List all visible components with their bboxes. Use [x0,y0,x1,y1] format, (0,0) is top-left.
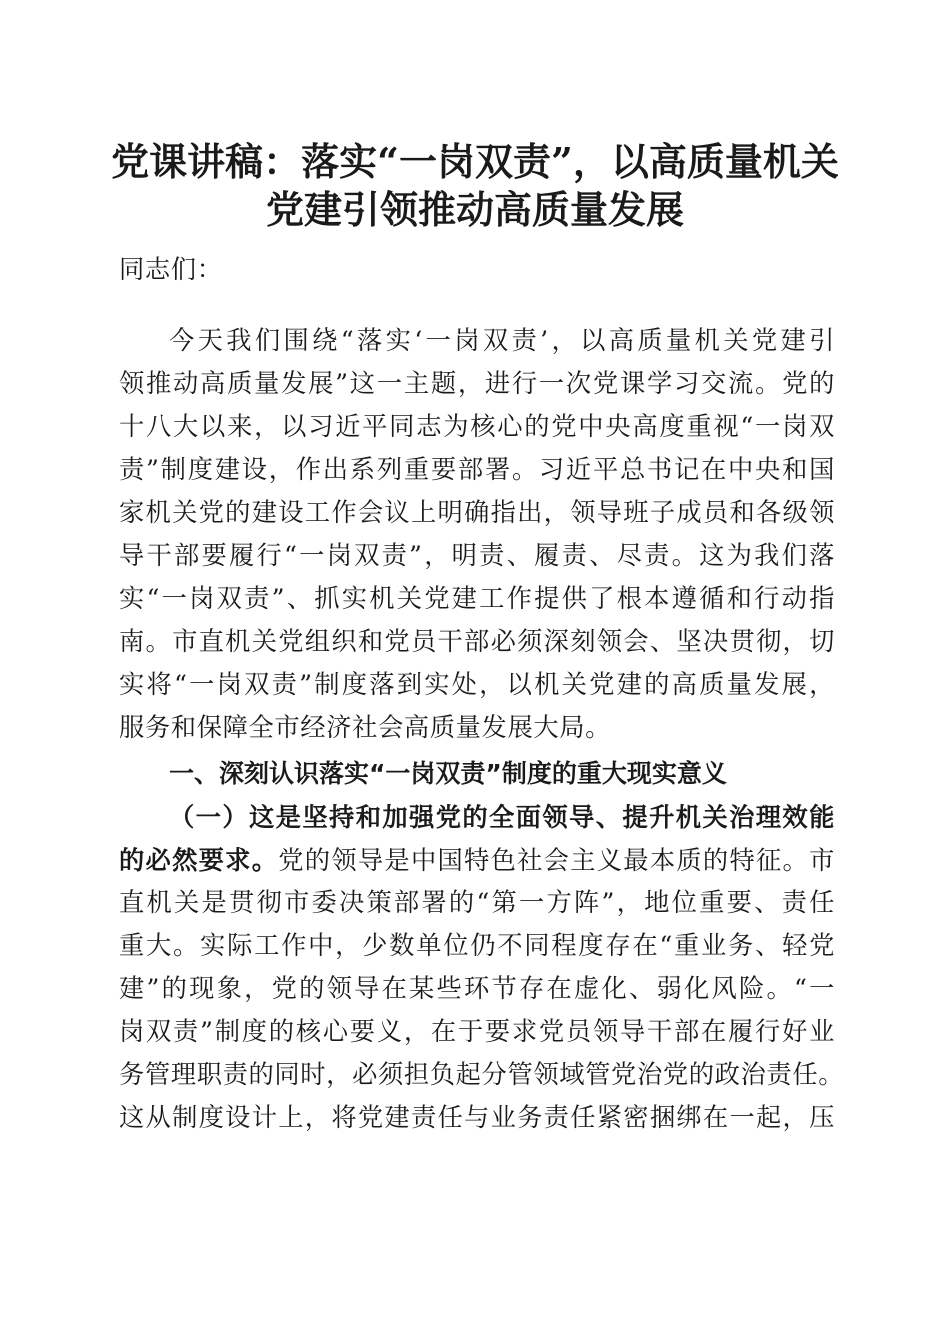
document-title-line-2: 党建引领推动高质量发展 [265,187,684,232]
subsection-1-line-6: 岗双责”制度的核心要义，在于要求党员领导干部在履行好业 [119,1017,835,1046]
intro-line-10: 服务和保障全市经济社会高质量发展大局。 [119,713,612,742]
section-1-heading: 一、深刻认识落实“一岗双责”制度的重大现实意义 [169,759,727,788]
subsection-1-line-4: 重大。实际工作中，少数单位仍不同程度存在“重业务、轻党 [119,931,835,960]
intro-line-5: 家机关党的建设工作会议上明确指出，领导班子成员和各级领 [119,498,835,527]
subsection-1-title-end: 的必然要求。 [119,845,279,875]
salutation: 同志们： [119,255,223,284]
document-title-line-1: 党课讲稿：落实“一岗双责”，以高质量机关 [111,139,839,184]
intro-line-2: 领推动高质量发展”这一主题，进行一次党课学习交流。党的 [119,369,835,398]
intro-line-1: 今天我们围绕“落实‘一岗双责’，以高质量机关党建引 [169,326,835,355]
subsection-1-line-8: 这从制度设计上，将党建责任与业务责任紧密捆绑在一起，压 [119,1103,835,1132]
subsection-1-line-7: 务管理职责的同时，必须担负起分管领域管党治党的政治责任。 [119,1060,845,1089]
intro-line-8: 南。市直机关党组织和党员干部必须深刻领会、坚决贯彻，切 [119,627,835,656]
intro-line-6: 导干部要履行“一岗双责”，明责、履责、尽责。这为我们落 [119,541,835,570]
subsection-1-line-2-text: 党的领导是中国特色社会主义最本质的特征。市 [278,846,835,875]
intro-line-4: 责”制度建设，作出系列重要部署。习近平总书记在中央和国 [119,455,835,484]
subsection-1-title-line-1: （一）这是坚持和加强党的全面领导、提升机关治理效能 [169,802,835,832]
subsection-1-line-3: 直机关是贯彻市委决策部署的“第一方阵”，地位重要、责任 [119,888,835,917]
intro-line-9: 实将“一岗双责”制度落到实处，以机关党建的高质量发展， [119,670,835,699]
intro-line-3: 十八大以来，以习近平同志为核心的党中央高度重视“一岗双 [119,412,835,441]
subsection-1-line-2 [119,845,835,876]
subsection-1-line-5: 建”的现象，党的领导在某些环节存在虚化、弱化风险。“一 [119,974,835,1003]
intro-line-7: 实“一岗双责”、抓实机关党建工作提供了根本遵循和行动指 [119,584,835,613]
